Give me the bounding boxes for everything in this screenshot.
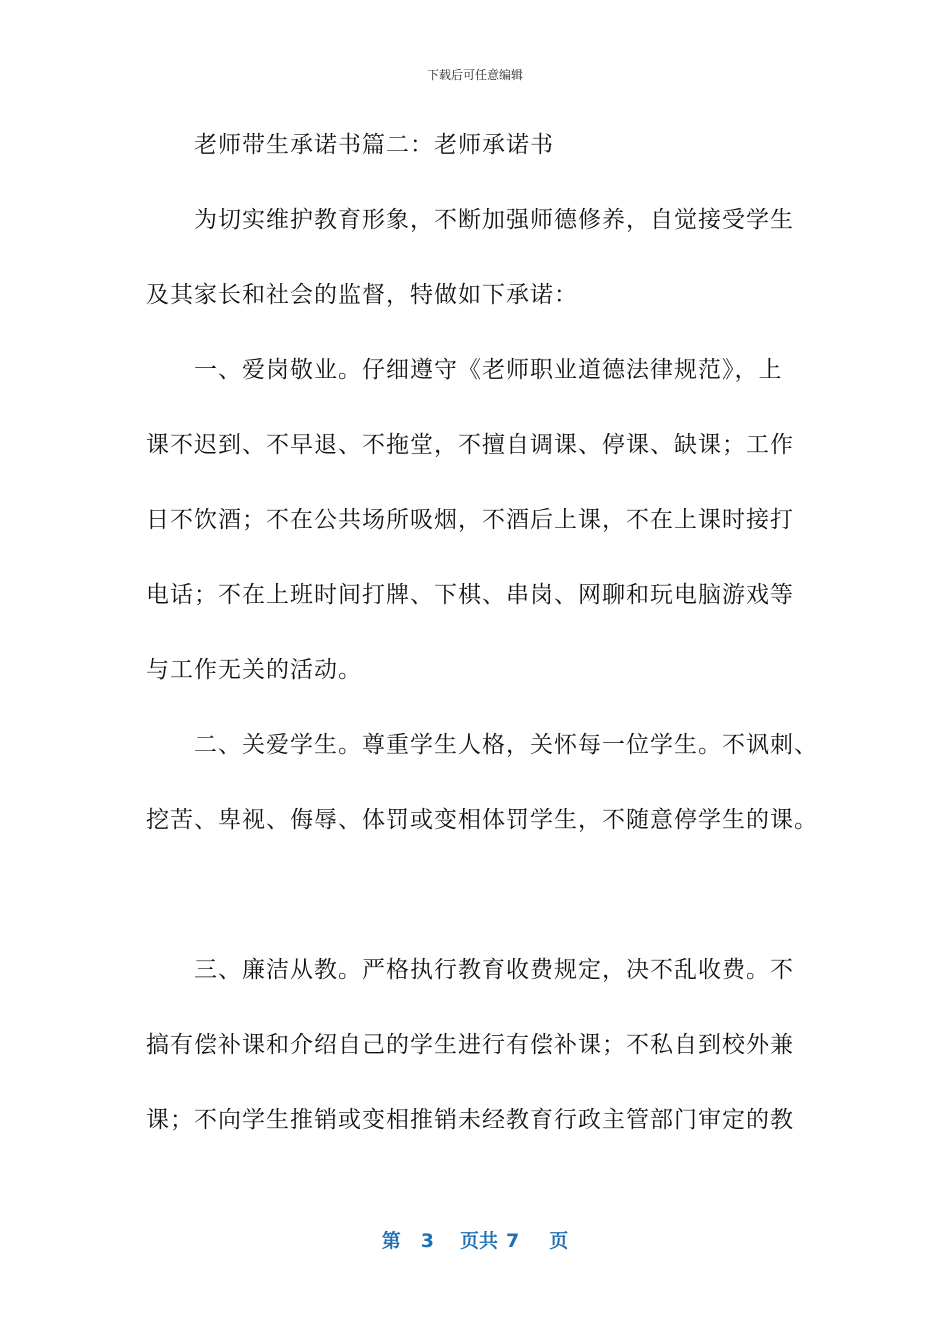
paragraph-line: 一、爱岗敬业。仔细遵守《老师职业道德法律规范》，上 bbox=[194, 357, 783, 383]
footer-prefix: 第 bbox=[381, 1230, 401, 1252]
paragraph-line: 日不饮酒；不在公共场所吸烟，不酒后上课，不在上课时接打 bbox=[146, 507, 794, 533]
paragraph-line: 课；不向学生推销或变相推销未经教育行政主管部门审定的教 bbox=[146, 1107, 794, 1133]
paragraph-line: 挖苦、卑视、侮辱、体罚或变相体罚学生，不随意停学生的课。 bbox=[146, 807, 818, 833]
footer-suffix: 页 bbox=[549, 1230, 569, 1252]
footer-middle: 页共 bbox=[459, 1230, 498, 1252]
paragraph-line: 二、关爱学生。尊重学生人格，关怀每一位学生。不讽刺、 bbox=[194, 732, 818, 758]
footer-page-number: 3 bbox=[420, 1230, 434, 1252]
paragraph-line: 为切实维护教育形象，不断加强师德修养，自觉接受学生 bbox=[194, 207, 794, 233]
paragraph-line: 电话；不在上班时间打牌、下棋、串岗、网聊和玩电脑游戏等 bbox=[146, 582, 794, 608]
paragraph-line: 三、廉洁从教。严格执行教育收费规定，决不乱收费。不 bbox=[194, 957, 794, 983]
page-footer bbox=[0, 1226, 950, 1253]
paragraph-line: 搞有偿补课和介绍自己的学生进行有偿补课；不私自到校外兼 bbox=[146, 1032, 794, 1058]
section-title: 老师带生承诺书篇二：老师承诺书 bbox=[194, 132, 554, 158]
paragraph-line: 课不迟到、不早退、不拖堂，不擅自调课、停课、缺课；工作 bbox=[146, 432, 794, 458]
page-header-note: 下载后可任意编辑 bbox=[426, 68, 523, 82]
paragraph-line: 与工作无关的活动。 bbox=[146, 657, 362, 683]
footer-total-pages: 7 bbox=[506, 1230, 520, 1252]
paragraph-line: 及其家长和社会的监督，特做如下承诺： bbox=[146, 282, 578, 308]
